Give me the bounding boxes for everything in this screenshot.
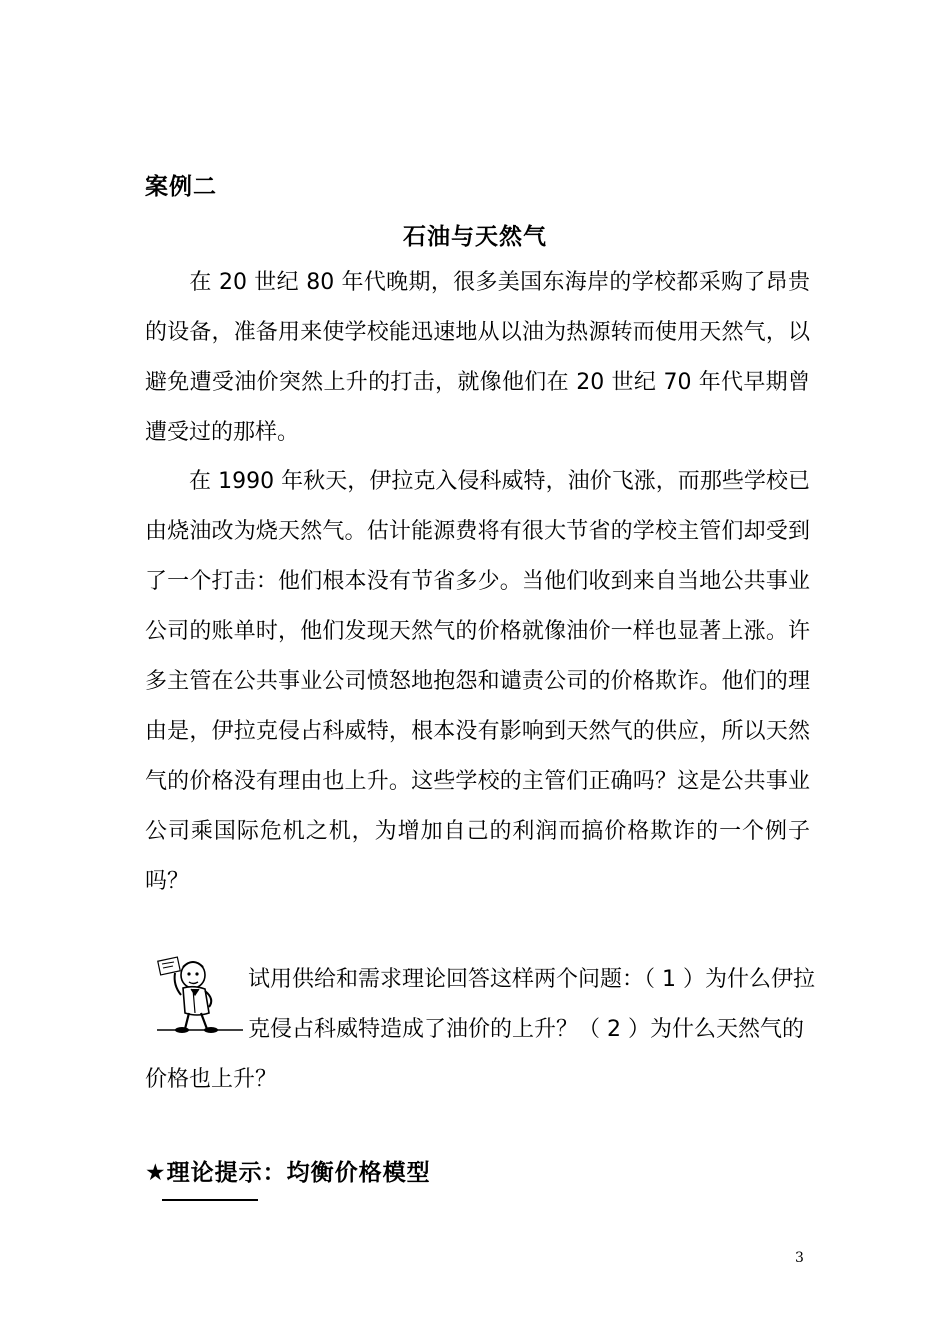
paragraph-2 <box>145 457 810 907</box>
theory-hint-heading: ★理论提示：均衡价格模型 <box>145 1160 431 1186</box>
paragraph-2-text: 在 1990 年秋天，伊拉克入侵科威特，油价飞涨，而那些学校已由烧油改为烧天然气。估计能源费将有很大节省的学校主管们却受到了一个打击：他们根本没有节省多少。当他们收到来自当地公共事业公司的账单时，他们发现天然气的价格就像油价一样也显著上涨。许多主管在公共事业公司愤怒地抱怨和谴责公司的价格欺诈。他们的理由是，伊拉克侵占科威特，根本没有影响到天然气的供应，所以天然气的价格没有理由也上升。这些学校的主管们正确吗？这是公共事业公司乘国际危机之机，为增加自己的利润而搞价格欺诈的一个例子吗？ <box>145 469 810 894</box>
question-block <box>145 955 815 1105</box>
case-label: 案例二 <box>145 174 217 200</box>
question-line-3: 价格也上升？ <box>145 1067 278 1092</box>
paragraph-1-text: 在 20 世纪 80 年代晚期，很多美国东海岸的学校都采购了昂贵的设备，准备用来使学校能迅速地从以油为热源转而使用天然气，以避免遭受油价突然上升的打击，就像他们在 20 世纪 70 年代早期曾遭受过的那样。 <box>145 270 810 445</box>
case-title: 石油与天然气 <box>403 224 547 250</box>
paragraph-1 <box>145 258 810 458</box>
theory-underline <box>162 1199 258 1201</box>
page-number: 3 <box>795 1250 804 1266</box>
question-line-2: 克侵占科威特造成了油价的上升？（ 2 ）为什么天然气的 <box>248 1017 804 1042</box>
question-line-1: 试用供给和需求理论回答这样两个问题：（ 1 ）为什么伊拉 <box>248 967 815 992</box>
cartoon-thinker-icon <box>153 955 245 1045</box>
